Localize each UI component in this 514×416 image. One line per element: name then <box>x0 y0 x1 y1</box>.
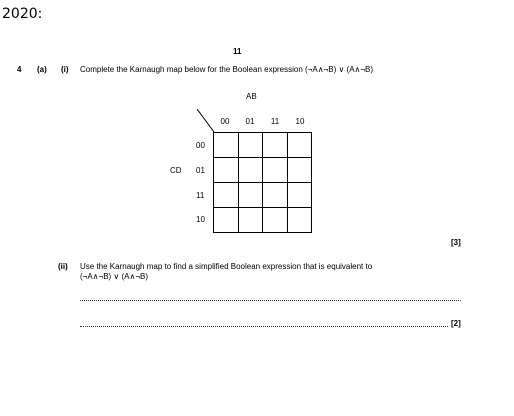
kmap-col-label: 00 <box>220 117 230 126</box>
kmap-cell[interactable] <box>238 133 263 158</box>
question-text-ii <box>80 262 372 282</box>
kmap-cell[interactable] <box>214 158 239 183</box>
kmap-cell[interactable] <box>263 133 288 158</box>
question-text-ii-line1: Use the Karnaugh map to find a simplified Boolean expression that is equivalent to <box>80 262 373 271</box>
kmap-cell[interactable] <box>214 208 239 233</box>
kmap-row-label: 11 <box>196 191 205 200</box>
question-number: 4 <box>17 65 22 74</box>
marks-part-i: [3] <box>451 238 461 247</box>
part-i-label: (i) <box>61 65 69 74</box>
page-number: 11 <box>233 47 242 56</box>
kmap-col-label: 11 <box>270 117 280 126</box>
marks-part-ii: [2] <box>451 319 461 328</box>
kmap-corner-diagonal <box>196 108 216 134</box>
question-text-ii-line2: (¬A∧¬B) ∨ (A∧¬B) <box>80 272 149 281</box>
kmap-col-variable: AB <box>246 92 257 101</box>
kmap-cell[interactable] <box>238 158 263 183</box>
kmap-cell[interactable] <box>238 183 263 208</box>
answer-line[interactable] <box>80 326 448 327</box>
kmap-col-label: 01 <box>245 117 255 126</box>
kmap-grid <box>213 132 312 233</box>
year-heading: 2020: <box>2 6 43 22</box>
kmap-row-label: 01 <box>196 166 205 175</box>
kmap-cell[interactable] <box>287 183 312 208</box>
kmap-cell[interactable] <box>287 158 312 183</box>
kmap-cell[interactable] <box>238 208 263 233</box>
question-text-i: Complete the Karnaugh map below for the Boolean expression (¬A∧¬B) ∨ (A∧¬B) <box>80 65 374 74</box>
kmap-cell[interactable] <box>263 208 288 233</box>
kmap-col-label: 10 <box>295 117 305 126</box>
part-ii-label: (ii) <box>58 262 68 271</box>
kmap-cell[interactable] <box>214 133 239 158</box>
kmap-cell[interactable] <box>287 208 312 233</box>
kmap-cell[interactable] <box>263 183 288 208</box>
answer-line[interactable] <box>80 300 461 301</box>
kmap-cell[interactable] <box>214 183 239 208</box>
kmap-cell[interactable] <box>287 133 312 158</box>
kmap-cell[interactable] <box>263 158 288 183</box>
part-a-label: (a) <box>37 65 47 74</box>
kmap-row-label: 10 <box>196 215 205 224</box>
kmap-row-label: 00 <box>196 141 205 150</box>
kmap-row-variable: CD <box>170 166 182 175</box>
